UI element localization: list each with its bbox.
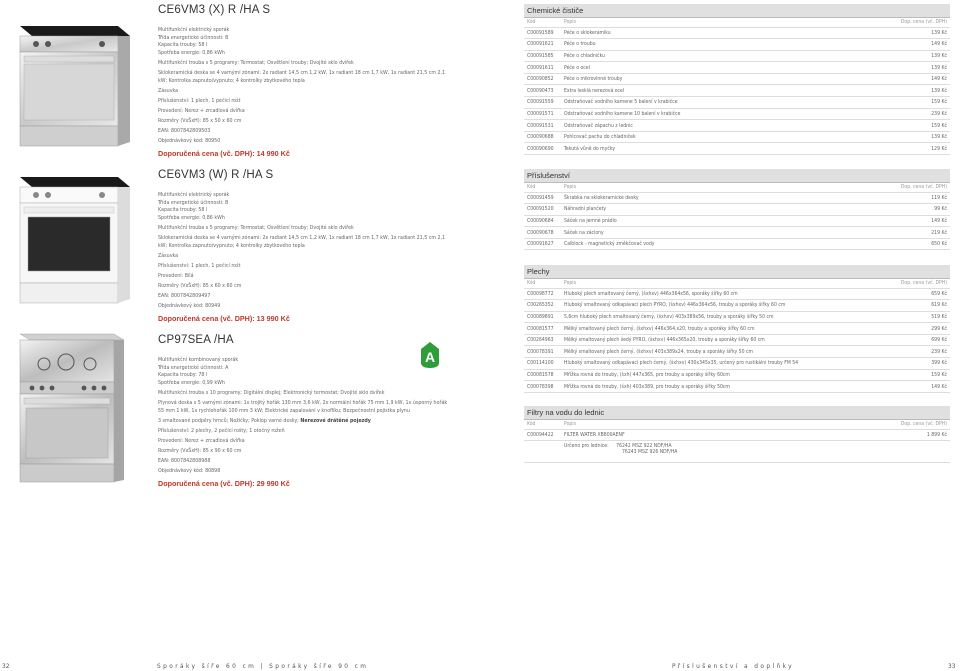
product-description: Extra lesklá nerezová ocel [561, 85, 890, 97]
section-accessories [524, 169, 950, 250]
product-title: CP97SEA /HA [158, 334, 234, 346]
product-category: Multifunkční elektrický sporák [158, 27, 230, 33]
white-cooker-illustration [6, 169, 146, 309]
product-code: C00091531 [524, 120, 561, 132]
product-code: C00081578 [524, 369, 561, 381]
table-row [524, 120, 950, 132]
product-description: Péče o ocel [561, 62, 890, 74]
section-title: Chemické čističe [524, 4, 950, 18]
product-price: 149 Kč [890, 39, 950, 51]
column-header-description: Popis [561, 279, 890, 288]
product-description: Mřížka rovná do trouby, (šxh) 403x389, pro trouby a sporáky šířky 50cm [561, 381, 890, 393]
section-title: Filtry na vodu do lednic [524, 406, 950, 420]
table-row [524, 27, 950, 39]
product-price: 159 Kč [890, 120, 950, 132]
table-row [524, 62, 950, 74]
product-price: 139 Kč [890, 131, 950, 143]
product-description: Odstraňovač vodního kamene 10 balení v krabičce [561, 108, 890, 120]
product-3-details [158, 334, 448, 488]
product-code: C00114100 [524, 358, 561, 370]
section-title: Příslušenství [524, 169, 950, 183]
product-2 [6, 169, 506, 329]
column-header-description: Popis [561, 420, 890, 429]
hob-extras-text: 3 smaltované podpěry hrnců; Nožičky; Poklop varné desky; [158, 417, 301, 424]
energy-class: Třída energetické účinnosti: B [158, 34, 229, 41]
product-description: Tekutá vůně do myčky [561, 143, 890, 155]
product-2-image [6, 169, 146, 309]
stainless-cooker-illustration [6, 14, 146, 154]
table-row [524, 50, 950, 62]
product-price: 149 Kč [890, 215, 950, 227]
oven-features: Multifunkční trouba s 10 programy; Digitální displej; Elektronický termostat; Dvojité sklo dvířek [158, 389, 385, 396]
hob-extras [158, 418, 448, 426]
product-description: Hluboký plech smaltovaný černý, (šxhxv) 446x364x56, sporáky šířky 60 cm [561, 288, 890, 300]
energy-class-a-icon [419, 341, 441, 369]
product-price: 149 Kč [890, 381, 950, 393]
product-code: C00091459 [524, 192, 561, 204]
product-1 [6, 4, 506, 164]
product-description: Mřížka rovná do trouby, (šxh) 447x365, pro trouby a sporáky šířky 60cm [561, 369, 890, 381]
finish: Provedení: Nerez + zrcadlová dvířka [158, 437, 245, 444]
product-code: C00094422 [524, 429, 561, 441]
trays-table [524, 279, 950, 393]
product-code: C00090684 [524, 215, 561, 227]
column-header-price: Dop. cena (vč. DPH) [890, 279, 950, 288]
dimensions: Rozměry (VxŠxH): 85 x 60 x 60 cm [158, 282, 242, 289]
table-header-row [524, 18, 950, 27]
table-row [524, 192, 950, 204]
energy-consumption: Spotřeba energie: 0,86 kWh [158, 214, 225, 221]
table-row [524, 346, 950, 358]
product-code: C00090678 [524, 227, 561, 239]
product-category: Multifunkční elektrický sporák [158, 192, 230, 198]
table-row [524, 85, 950, 97]
gas-range-cooker-illustration [6, 332, 146, 492]
product-price: 659 Kč [890, 288, 950, 300]
table-row [524, 204, 950, 216]
product-code: C00078398 [524, 381, 561, 393]
product-price: 129 Kč [890, 143, 950, 155]
product-price: 139 Kč [890, 62, 950, 74]
energy-consumption: Spotřeba energie: 0,86 kWh [158, 49, 225, 56]
table-row [524, 358, 950, 370]
column-header-code: Kód [524, 183, 561, 192]
column-header-code: Kód [524, 420, 561, 429]
product-description: Náhradní plančety [561, 204, 890, 216]
product-code: C00090473 [524, 85, 561, 97]
product-price: 139 Kč [890, 27, 950, 39]
table-row [524, 108, 950, 120]
accessories-table [524, 183, 950, 250]
product-code: C00091627 [524, 238, 561, 250]
product-description: Péče o troubu [561, 39, 890, 51]
product-3-image [6, 332, 146, 492]
product-price: 239 Kč [890, 108, 950, 120]
product-description: Odstraňovač zápachu z lednic [561, 120, 890, 132]
column-header-price: Dop. cena (vč. DPH) [890, 183, 950, 192]
product-description: FILTER WATER XB800AENF [561, 429, 890, 441]
product-1-details [158, 4, 448, 158]
order-code: Objednávkový kód: 80898 [158, 468, 221, 475]
table-row [524, 300, 950, 312]
recommended-price: Doporučená cena (vč. DPH): 14 990 Kč [158, 148, 290, 158]
product-description: Mělký smaltovaný plech černý, (šxhxv) 446x364,x20, trouby a sporáky šířky 60 cm [561, 323, 890, 335]
product-price: 299 Kč [890, 323, 950, 335]
product-code: C00090852 [524, 73, 561, 85]
product-code: C00091611 [524, 62, 561, 74]
oven-capacity: Kapacita trouby: 58 l [158, 42, 208, 49]
product-description: Hluboký smaltovaný odkapávací plech PYRO, (šxhxv) 446x364x56, trouby a sporáky šířky 60 cm [561, 300, 890, 312]
product-code: C00081577 [524, 323, 561, 335]
drawer: Zásuvka [158, 252, 179, 259]
table-row [524, 369, 950, 381]
product-1-image [6, 14, 146, 154]
footer-right-caption: Příslušenství a doplňky [672, 662, 795, 670]
oven-features: Multifunkční trouba s 5 programy; Termostat; Osvětlení trouby; Dvojité sklo dvířek [158, 59, 354, 66]
product-price: 139 Kč [890, 50, 950, 62]
dimensions: Rozměry (VxŠxH): 85 x 50 x 60 cm [158, 117, 242, 124]
product-code: C00090690 [524, 143, 561, 155]
column-header-price: Dop. cena (vč. DPH) [890, 420, 950, 429]
product-code: C00090688 [524, 131, 561, 143]
energy-class: Třída energetické účinnosti: B [158, 199, 229, 206]
ean: EAN: 8007842809503 [158, 128, 211, 135]
compatibility-model-1: 76242 MSZ 922 NDF/HA [616, 443, 672, 450]
product-description: Škrabka na sklokeramické desky [561, 192, 890, 204]
product-description: 5,6cm hluboký plech smaltovaný černý, (šxhxv) 403x389x56, trouby a sporáky šířky 50 cm [561, 311, 890, 323]
table-row [524, 97, 950, 109]
product-description: Péče o sklokeramiku [561, 27, 890, 39]
table-row [524, 334, 950, 346]
table-row [524, 429, 950, 441]
filters-table [524, 420, 950, 463]
product-description: Sáček na záclony [561, 227, 890, 239]
product-code: C00091585 [524, 50, 561, 62]
product-price: 650 Kč [890, 238, 950, 250]
column-header-code: Kód [524, 279, 561, 288]
page-number-right: 33 [948, 662, 956, 670]
product-code: C00098772 [524, 288, 561, 300]
table-row [524, 227, 950, 239]
table-row [524, 288, 950, 300]
recommended-price: Doporučená cena (vč. DPH): 29 990 Kč [158, 478, 290, 488]
oven-capacity: Kapacita trouby: 78 l [158, 372, 208, 379]
product-code: C00091520 [524, 204, 561, 216]
energy-consumption: Spotřeba energie: 0,99 kWh [158, 379, 225, 386]
table-row [524, 143, 950, 155]
table-row [524, 131, 950, 143]
product-code: C00078391 [524, 346, 561, 358]
ean: EAN: 8007842809497 [158, 293, 211, 300]
product-price: 139 Kč [890, 85, 950, 97]
section-trays [524, 265, 950, 393]
page-number-left: 32 [2, 662, 10, 670]
table-header-row [524, 183, 950, 192]
product-price: 159 Kč [890, 97, 950, 109]
column-header-code: Kód [524, 18, 561, 27]
accessories: Příslušenství: 1 plech, 1 pečicí rošt [158, 262, 241, 269]
filter-compatibility-row [524, 441, 950, 463]
finish: Provedení: Bílá [158, 272, 194, 279]
column-header-description: Popis [561, 18, 890, 27]
product-code: C00091559 [524, 97, 561, 109]
column-header-description: Popis [561, 183, 890, 192]
product-price: 699 Kč [890, 334, 950, 346]
product-price: 619 Kč [890, 300, 950, 312]
product-price: 399 Kč [890, 358, 950, 370]
table-header-row [524, 279, 950, 288]
product-description: Pohlcovač pachu do chladniček [561, 131, 890, 143]
product-description: Calblock - magnetický změkčovač vody [561, 238, 890, 250]
table-row [524, 238, 950, 250]
hob-features: Plynová deska s 5 varnými zónami: 1x trojitý hořák 130 mm 3,6 kW, 2x normální hořák 75 mm 1,9 kW, 1x úsporný hořák 55 mm 1 kW, 1x rychlohořák 100 mm 3 kW; Elektrické zapalování v knoflíku; Bezpečnostní pojistka plynu [158, 399, 448, 414]
table-row [524, 39, 950, 51]
product-price: 239 Kč [890, 346, 950, 358]
hob-features: Sklokeramická deska se 4 varnými zónami: 2x radiant 14,5 cm 1,2 kW, 1x radiant 18 cm 1,7 kW, 1x radiant 21,5 cm 2,1 kW; Kontrolka zapnuto/vypnuto; 4 kontrolky zbytkového tepla [158, 69, 446, 84]
dimensions: Rozměry (VxŠxH): 85 x 90 x 60 cm [158, 447, 242, 454]
product-price: 99 Kč [890, 204, 950, 216]
product-description: Mělký smaltovaný plech šedý PYRO, (šxhxv) 446x365x20, trouby a sporáky šířky 60 cm [561, 334, 890, 346]
product-price: 119 Kč [890, 192, 950, 204]
product-category: Multifunkční kombinovaný sporák [158, 357, 239, 363]
product-2-details [158, 169, 448, 323]
product-description: Péče o chladničku [561, 50, 890, 62]
table-row [524, 73, 950, 85]
product-price: 149 Kč [890, 73, 950, 85]
product-description: Mělký smaltovaný plech černý, (šxhxv) 403x389x24, trouby a sporáky šířky 50 cm [561, 346, 890, 358]
product-description: Sáček na jemné prádlo [561, 215, 890, 227]
product-price: 219 Kč [890, 227, 950, 239]
table-row [524, 323, 950, 335]
energy-badge-letter: A [424, 349, 436, 365]
product-title: CE6VM3 (W) R /HA S [158, 169, 274, 181]
product-code: C00091621 [524, 39, 561, 51]
accessories: Příslušenství: 2 plechy, 2 pečicí rošty; 1 otočný rožeň [158, 427, 285, 434]
order-code: Objednávkový kód: 80950 [158, 138, 221, 145]
section-filters [524, 406, 950, 463]
product-code: C00091589 [524, 27, 561, 39]
product-code: C00265352 [524, 300, 561, 312]
hob-extras-highlight: Nerezové drátěné pojezdy [300, 417, 371, 424]
product-price: 519 Kč [890, 311, 950, 323]
product-description: Hluboký smaltovaný odkapávací plech černý, (šxhxv) 430x345x35, určený pro rustikální trouby FM 54 [561, 358, 890, 370]
compatibility-label: Určeno pro lednice: [564, 443, 609, 450]
energy-class: Třída energetické účinnosti: A [158, 364, 229, 371]
column-header-price: Dop. cena (vč. DPH) [890, 18, 950, 27]
accessories: Příslušenství: 1 plech, 1 pečicí rošt [158, 97, 241, 104]
product-code: C00264963 [524, 334, 561, 346]
finish: Provedení: Nerez + zrcadlová dvířka [158, 107, 245, 114]
hob-features: Sklokeramická deska se 4 varnými zónami: 2x radiant 14,5 cm 1,2 kW, 1x radiant 18 cm 1,7 kW, 1x radiant 21,5 cm 2,1 kW; Kontrolka zapnuto/vypnuto; 4 kontrolky zbytkového tepla [158, 234, 446, 249]
oven-capacity: Kapacita trouby: 58 l [158, 207, 208, 214]
energy-label-icon [419, 341, 441, 369]
order-code: Objednávkový kód: 80949 [158, 303, 221, 310]
product-description: Odstraňovač vodního kamene 5 balení v krabičce [561, 97, 890, 109]
footer-left-caption: Sporáky šíře 60 cm | Sporáky šíře 90 cm [157, 662, 369, 670]
drawer: Zásuvka [158, 87, 179, 94]
recommended-price: Doporučená cena (vč. DPH): 13 990 Kč [158, 313, 290, 323]
section-cleaners [524, 4, 950, 155]
product-description: Péče o mikrovlnné trouby [561, 73, 890, 85]
product-title: CE6VM3 (X) R /HA S [158, 4, 271, 16]
table-row [524, 215, 950, 227]
section-title: Plechy [524, 265, 950, 279]
cleaners-table [524, 18, 950, 155]
compatibility-model-2: 76243 MSZ 926 NDF/HA [622, 449, 678, 456]
ean: EAN: 8007842808988 [158, 458, 211, 465]
product-price: 1 899 Kč [890, 429, 950, 441]
table-header-row [524, 420, 950, 429]
oven-features: Multifunkční trouba s 5 programy; Termostat; Osvětlení trouby; Dvojité sklo dvířek [158, 224, 354, 231]
product-code: C00091571 [524, 108, 561, 120]
product-price: 159 Kč [890, 369, 950, 381]
product-code: C00089891 [524, 311, 561, 323]
table-row [524, 381, 950, 393]
table-row [524, 311, 950, 323]
